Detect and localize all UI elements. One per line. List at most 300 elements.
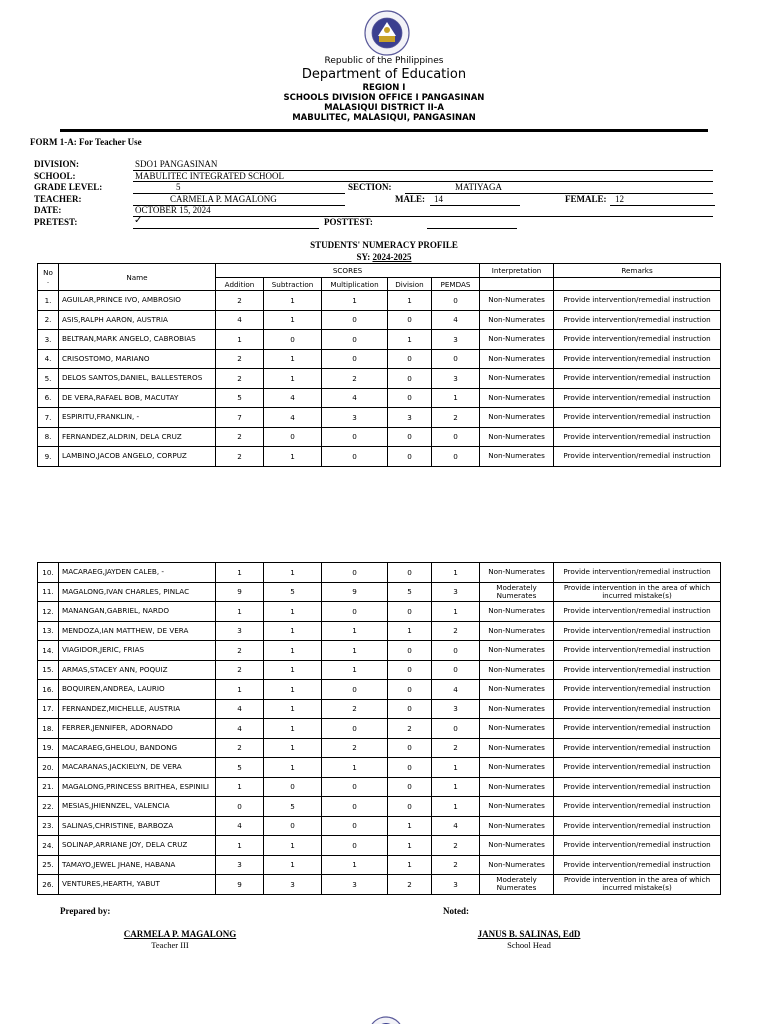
pemdas-score-cell: 0 <box>432 641 480 661</box>
interpretation-cell: Moderately Numerates <box>480 875 554 895</box>
interpretation-subheader <box>480 278 554 291</box>
section-label: SECTION: <box>348 182 392 192</box>
row-number-cell: 2. <box>38 310 59 330</box>
addition-score-cell: 1 <box>216 602 264 622</box>
subtraction-score-cell: 1 <box>264 563 322 583</box>
table-row <box>38 369 721 389</box>
addition-score-cell: 1 <box>216 330 264 350</box>
grade-value: 5 <box>176 182 181 192</box>
multiplication-score-cell: 1 <box>322 660 388 680</box>
multiplication-score-cell: 3 <box>322 408 388 428</box>
division-score-cell: 5 <box>388 582 432 602</box>
multiplication-score-cell: 1 <box>322 855 388 875</box>
table-row <box>38 875 721 895</box>
remarks-cell: Provide intervention/remedial instruction <box>554 797 721 817</box>
interpretation-cell: Non-Numerates <box>480 855 554 875</box>
division-score-cell: 0 <box>388 369 432 389</box>
female-value: 12 <box>615 194 624 204</box>
row-number-cell: 26. <box>38 875 59 895</box>
name-header: Name <box>59 264 216 291</box>
subtraction-score-cell: 0 <box>264 330 322 350</box>
multiplication-score-cell: 2 <box>322 699 388 719</box>
interpretation-cell: Non-Numerates <box>480 816 554 836</box>
addition-score-cell: 2 <box>216 427 264 447</box>
pemdas-score-cell: 1 <box>432 797 480 817</box>
table-row <box>38 855 721 875</box>
interpretation-cell: Non-Numerates <box>480 349 554 369</box>
multiplication-score-cell: 0 <box>322 680 388 700</box>
posttest-underline <box>427 228 517 229</box>
student-name-cell: CRISOSTOMO, MARIANO <box>59 349 216 369</box>
division-score-cell: 1 <box>388 291 432 311</box>
multiplication-score-cell: 1 <box>322 758 388 778</box>
multiplication-score-cell: 0 <box>322 777 388 797</box>
student-name-cell: DE VERA,RAFAEL BOB, MACUTAY <box>59 388 216 408</box>
profile-title: STUDENTS' NUMERACY PROFILE <box>310 240 458 250</box>
pemdas-score-cell: 3 <box>432 582 480 602</box>
multiplication-score-cell: 1 <box>322 641 388 661</box>
interpretation-cell: Non-Numerates <box>480 291 554 311</box>
table-row <box>38 680 721 700</box>
addition-score-cell: 4 <box>216 699 264 719</box>
division-office-line: SCHOOLS DIVISION OFFICE I PANGASINAN <box>283 93 485 103</box>
remarks-cell: Provide intervention/remedial instruction <box>554 816 721 836</box>
row-number-cell: 18. <box>38 719 59 739</box>
division-score-cell: 1 <box>388 855 432 875</box>
addition-score-cell: 1 <box>216 563 264 583</box>
student-name-cell: MANANGAN,GABRIEL, NARDO <box>59 602 216 622</box>
remarks-cell: Provide intervention/remedial instruction <box>554 621 721 641</box>
addition-score-cell: 9 <box>216 875 264 895</box>
prepared-by-title: Teacher III <box>151 940 189 950</box>
row-number-cell: 7. <box>38 408 59 428</box>
noted-name: JANUS B. SALINAS, EdD <box>477 929 581 939</box>
subtraction-score-cell: 1 <box>264 855 322 875</box>
student-name-cell: DELOS SANTOS,DANIEL, BALLESTEROS <box>59 369 216 389</box>
table-row <box>38 738 721 758</box>
multiplication-score-cell: 0 <box>322 330 388 350</box>
addition-score-cell: 1 <box>216 836 264 856</box>
division-score-cell: 0 <box>388 641 432 661</box>
scores-header: SCORES <box>216 264 480 278</box>
pemdas-score-cell: 0 <box>432 291 480 311</box>
interpretation-cell: Non-Numerates <box>480 602 554 622</box>
subtraction-score-cell: 1 <box>264 738 322 758</box>
row-number-cell: 19. <box>38 738 59 758</box>
student-name-cell: FERNANDEZ,MICHELLE, AUSTRIA <box>59 699 216 719</box>
row-number-cell: 16. <box>38 680 59 700</box>
subtraction-score-cell: 1 <box>264 699 322 719</box>
subtraction-score-cell: 4 <box>264 388 322 408</box>
remarks-cell: Provide intervention/remedial instruction <box>554 388 721 408</box>
addition-score-cell: 9 <box>216 582 264 602</box>
student-name-cell: LAMBINO,JACOB ANGELO, CORPUZ <box>59 447 216 467</box>
addition-score-cell: 2 <box>216 291 264 311</box>
subtraction-score-cell: 1 <box>264 310 322 330</box>
division-score-cell: 0 <box>388 660 432 680</box>
prepared-by-label: Prepared by: <box>60 906 111 916</box>
remarks-header: Remarks <box>554 264 721 278</box>
subtraction-score-cell: 1 <box>264 291 322 311</box>
remarks-cell: Provide intervention/remedial instruction <box>554 408 721 428</box>
male-label: MALE: <box>395 194 425 204</box>
addition-score-cell: 5 <box>216 388 264 408</box>
table-row <box>38 408 721 428</box>
table-row <box>38 816 721 836</box>
pemdas-score-cell: 0 <box>432 719 480 739</box>
addition-score-cell: 1 <box>216 680 264 700</box>
remarks-cell: Provide intervention/remedial instruction <box>554 719 721 739</box>
row-number-cell: 25. <box>38 855 59 875</box>
remarks-cell: Provide intervention/remedial instruction <box>554 427 721 447</box>
address-line: MABULITEC, MALASIQUI, PANGASINAN <box>292 113 476 123</box>
table-row <box>38 563 721 583</box>
multiplication-score-cell: 0 <box>322 310 388 330</box>
pemdas-score-cell: 1 <box>432 602 480 622</box>
table-row <box>38 719 721 739</box>
pemdas-score-cell: 2 <box>432 836 480 856</box>
pemdas-score-cell: 4 <box>432 310 480 330</box>
subtraction-score-cell: 1 <box>264 641 322 661</box>
interpretation-cell: Non-Numerates <box>480 563 554 583</box>
remarks-cell: Provide intervention/remedial instruction <box>554 563 721 583</box>
remarks-cell: Provide intervention/remedial instruction <box>554 310 721 330</box>
student-name-cell: SOLINAP,ARRIANE JOY, DELA CRUZ <box>59 836 216 856</box>
pretest-underline <box>133 228 319 229</box>
interpretation-cell: Non-Numerates <box>480 738 554 758</box>
pemdas-score-cell: 1 <box>432 777 480 797</box>
pemdas-score-cell: 2 <box>432 738 480 758</box>
student-name-cell: ARMAS,STACEY ANN, POQUIZ <box>59 660 216 680</box>
pemdas-score-cell: 4 <box>432 680 480 700</box>
remarks-cell: Provide intervention in the area of which incurred mistake(s) <box>554 582 721 602</box>
division-score-cell: 0 <box>388 310 432 330</box>
remarks-cell: Provide intervention/remedial instruction <box>554 855 721 875</box>
interpretation-cell: Non-Numerates <box>480 680 554 700</box>
subtraction-score-cell: 1 <box>264 836 322 856</box>
addition-score-cell: 4 <box>216 816 264 836</box>
table-row <box>38 699 721 719</box>
pemdas-score-cell: 0 <box>432 660 480 680</box>
table-row <box>38 836 721 856</box>
division-score-cell: 0 <box>388 447 432 467</box>
row-number-cell: 11. <box>38 582 59 602</box>
numeracy-table-part-1 <box>37 263 721 467</box>
pretest-check: ✓ <box>134 215 143 226</box>
student-name-cell: FERNANDEZ,ALDRIN, DELA CRUZ <box>59 427 216 447</box>
header-divider <box>60 129 708 132</box>
date-underline <box>133 216 713 217</box>
table-row <box>38 310 721 330</box>
pemdas-score-cell: 0 <box>432 427 480 447</box>
division-score-cell: 0 <box>388 699 432 719</box>
row-number-cell: 12. <box>38 602 59 622</box>
subtraction-score-cell: 1 <box>264 680 322 700</box>
division-score-cell: 0 <box>388 777 432 797</box>
multiplication-score-cell: 0 <box>322 719 388 739</box>
student-name-cell: TAMAYO,JEWEL JHANE, HABANA <box>59 855 216 875</box>
pemdas-score-cell: 1 <box>432 563 480 583</box>
school-underline <box>133 181 713 182</box>
subtraction-score-cell: 1 <box>264 719 322 739</box>
district-line: MALASIQUI DISTRICT II-A <box>324 103 444 113</box>
subtraction-score-cell: 0 <box>264 777 322 797</box>
remarks-cell: Provide intervention/remedial instruction <box>554 836 721 856</box>
prepared-by-name: CARMELA P. MAGALONG <box>123 929 237 939</box>
division-score-cell: 0 <box>388 563 432 583</box>
date-label: DATE: <box>34 205 62 215</box>
addition-score-cell: 1 <box>216 777 264 797</box>
division-score-cell: 0 <box>388 797 432 817</box>
sy-label: SY: <box>356 252 371 262</box>
table-row <box>38 447 721 467</box>
remarks-cell: Provide intervention/remedial instruction <box>554 699 721 719</box>
division-score-cell: 0 <box>388 388 432 408</box>
interpretation-cell: Non-Numerates <box>480 641 554 661</box>
multiplication-score-cell: 2 <box>322 369 388 389</box>
addition-score-cell: 2 <box>216 369 264 389</box>
student-name-cell: VENTURES,HEARTH, YABUT <box>59 875 216 895</box>
interpretation-cell: Non-Numerates <box>480 777 554 797</box>
multiplication-score-cell: 0 <box>322 836 388 856</box>
row-number-cell: 15. <box>38 660 59 680</box>
pemdas-score-cell: 2 <box>432 621 480 641</box>
table-row <box>38 291 721 311</box>
subtraction-header: Subtraction <box>264 278 322 291</box>
noted-label: Noted: <box>443 906 469 916</box>
addition-score-cell: 3 <box>216 855 264 875</box>
remarks-cell: Provide intervention/remedial instruction <box>554 660 721 680</box>
pemdas-score-cell: 0 <box>432 447 480 467</box>
subtraction-score-cell: 0 <box>264 427 322 447</box>
teacher-value: CARMELA P. MAGALONG <box>170 194 277 204</box>
remarks-cell: Provide intervention/remedial instruction <box>554 738 721 758</box>
subtraction-score-cell: 5 <box>264 582 322 602</box>
date-value: OCTOBER 15, 2024 <box>135 205 211 215</box>
addition-header: Addition <box>216 278 264 291</box>
division-score-cell: 0 <box>388 349 432 369</box>
multiplication-score-cell: 0 <box>322 797 388 817</box>
remarks-cell: Provide intervention/remedial instruction <box>554 330 721 350</box>
pemdas-score-cell: 1 <box>432 758 480 778</box>
student-name-cell: BOQUIREN,ANDREA, LAURIO <box>59 680 216 700</box>
interpretation-cell: Non-Numerates <box>480 797 554 817</box>
multiplication-score-cell: 4 <box>322 388 388 408</box>
subtraction-score-cell: 1 <box>264 369 322 389</box>
multiplication-score-cell: 9 <box>322 582 388 602</box>
interpretation-cell: Non-Numerates <box>480 719 554 739</box>
addition-score-cell: 4 <box>216 719 264 739</box>
teacher-label: TEACHER: <box>34 194 82 204</box>
row-number-cell: 13. <box>38 621 59 641</box>
table-row <box>38 388 721 408</box>
interpretation-cell: Non-Numerates <box>480 660 554 680</box>
row-number-cell: 8. <box>38 427 59 447</box>
table-row <box>38 758 721 778</box>
subtraction-score-cell: 1 <box>264 621 322 641</box>
school-year <box>0 252 768 262</box>
grade-label: GRADE LEVEL: <box>34 182 103 192</box>
form-title: FORM 1-A: For Teacher Use <box>30 137 142 147</box>
division-score-cell: 0 <box>388 680 432 700</box>
subtraction-score-cell: 1 <box>264 349 322 369</box>
school-label: SCHOOL: <box>34 171 76 181</box>
section-underline <box>405 193 713 194</box>
student-name-cell: MAGALONG,PRINCESS BRITHEA, ESPINILI <box>59 777 216 797</box>
subtraction-score-cell: 1 <box>264 660 322 680</box>
interpretation-cell: Non-Numerates <box>480 369 554 389</box>
pemdas-score-cell: 1 <box>432 388 480 408</box>
addition-score-cell: 5 <box>216 758 264 778</box>
pemdas-score-cell: 2 <box>432 408 480 428</box>
row-number-cell: 22. <box>38 797 59 817</box>
pemdas-score-cell: 3 <box>432 699 480 719</box>
pretest-label: PRETEST: <box>34 217 78 227</box>
interpretation-cell: Non-Numerates <box>480 330 554 350</box>
remarks-cell: Provide intervention/remedial instruction <box>554 758 721 778</box>
interpretation-cell: Non-Numerates <box>480 447 554 467</box>
student-name-cell: MENDOZA,IAN MATTHEW, DE VERA <box>59 621 216 641</box>
row-number-cell: 21. <box>38 777 59 797</box>
remarks-cell: Provide intervention in the area of which incurred mistake(s) <box>554 875 721 895</box>
interpretation-cell: Non-Numerates <box>480 388 554 408</box>
division-header: Division <box>388 278 432 291</box>
numeracy-table-part-2 <box>37 562 721 895</box>
addition-score-cell: 7 <box>216 408 264 428</box>
interpretation-cell: Non-Numerates <box>480 427 554 447</box>
table-row <box>38 330 721 350</box>
table-row <box>38 621 721 641</box>
addition-score-cell: 0 <box>216 797 264 817</box>
table-row <box>38 777 721 797</box>
division-score-cell: 0 <box>388 738 432 758</box>
addition-score-cell: 2 <box>216 349 264 369</box>
remarks-cell: Provide intervention/remedial instruction <box>554 680 721 700</box>
student-name-cell: VIAGIDOR,JERIC, FRIAS <box>59 641 216 661</box>
republic-line: Republic of the Philippines <box>324 56 444 66</box>
row-number-cell: 1. <box>38 291 59 311</box>
division-score-cell: 0 <box>388 602 432 622</box>
row-number-cell: 17. <box>38 699 59 719</box>
addition-score-cell: 2 <box>216 641 264 661</box>
interpretation-cell: Non-Numerates <box>480 699 554 719</box>
subtraction-score-cell: 1 <box>264 758 322 778</box>
row-number-cell: 6. <box>38 388 59 408</box>
remarks-cell: Provide intervention/remedial instruction <box>554 349 721 369</box>
division-score-cell: 1 <box>388 816 432 836</box>
addition-score-cell: 2 <box>216 738 264 758</box>
pemdas-score-cell: 4 <box>432 816 480 836</box>
subtraction-score-cell: 1 <box>264 602 322 622</box>
division-score-cell: 3 <box>388 408 432 428</box>
multiplication-score-cell: 0 <box>322 427 388 447</box>
pemdas-score-cell: 2 <box>432 855 480 875</box>
multiplication-score-cell: 0 <box>322 349 388 369</box>
no-header: No . <box>38 264 59 291</box>
division-score-cell: 1 <box>388 836 432 856</box>
subtraction-score-cell: 0 <box>264 816 322 836</box>
table-row <box>38 660 721 680</box>
subtraction-score-cell: 5 <box>264 797 322 817</box>
school-value: MABULITEC INTEGRATED SCHOOL <box>135 171 284 181</box>
remarks-cell: Provide intervention/remedial instruction <box>554 641 721 661</box>
row-number-cell: 23. <box>38 816 59 836</box>
division-score-cell: 2 <box>388 875 432 895</box>
student-name-cell: MACARANAS,JACKIELYN, DE VERA <box>59 758 216 778</box>
table-row <box>38 582 721 602</box>
multiplication-score-cell: 1 <box>322 621 388 641</box>
noted-title: School Head <box>507 940 551 950</box>
pemdas-score-cell: 3 <box>432 369 480 389</box>
female-label: FEMALE: <box>565 194 607 204</box>
remarks-cell: Provide intervention/remedial instruction <box>554 291 721 311</box>
multiplication-score-cell: 1 <box>322 291 388 311</box>
section-value: MATIYAGA <box>455 182 502 192</box>
interpretation-cell: Non-Numerates <box>480 408 554 428</box>
interpretation-cell: Moderately Numerates <box>480 582 554 602</box>
table-row <box>38 349 721 369</box>
pemdas-score-cell: 3 <box>432 330 480 350</box>
remarks-cell: Provide intervention/remedial instruction <box>554 777 721 797</box>
addition-score-cell: 3 <box>216 621 264 641</box>
division-label: DIVISION: <box>34 159 80 169</box>
student-name-cell: SALINAS,CHRISTINE, BARBOZA <box>59 816 216 836</box>
table-row <box>38 797 721 817</box>
division-score-cell: 1 <box>388 621 432 641</box>
addition-score-cell: 2 <box>216 660 264 680</box>
student-name-cell: MAGALONG,IVAN CHARLES, PINLAC <box>59 582 216 602</box>
addition-score-cell: 4 <box>216 310 264 330</box>
table-row <box>38 427 721 447</box>
deped-seal-logo <box>364 10 410 56</box>
remarks-cell: Provide intervention/remedial instruction <box>554 369 721 389</box>
interpretation-cell: Non-Numerates <box>480 310 554 330</box>
subtraction-score-cell: 3 <box>264 875 322 895</box>
table-row <box>38 602 721 622</box>
bottom-seal-logo <box>368 1016 404 1024</box>
subtraction-score-cell: 4 <box>264 408 322 428</box>
multiplication-score-cell: 2 <box>322 738 388 758</box>
remarks-subheader <box>554 278 721 291</box>
student-name-cell: MACARAEG,JAYDEN CALEB, - <box>59 563 216 583</box>
department-title: Department of Education <box>301 67 467 82</box>
row-number-cell: 3. <box>38 330 59 350</box>
pemdas-header: PEMDAS <box>432 278 480 291</box>
table-row <box>38 641 721 661</box>
multiplication-score-cell: 0 <box>322 816 388 836</box>
region-line: REGION I <box>362 83 406 93</box>
student-name-cell: MACARAEG,GHELOU, BANDONG <box>59 738 216 758</box>
remarks-cell: Provide intervention/remedial instruction <box>554 447 721 467</box>
male-underline <box>430 205 520 206</box>
interpretation-cell: Non-Numerates <box>480 836 554 856</box>
addition-score-cell: 2 <box>216 447 264 467</box>
female-underline <box>610 205 715 206</box>
division-score-cell: 1 <box>388 330 432 350</box>
division-score-cell: 0 <box>388 427 432 447</box>
division-value: SDO1 PANGASINAN <box>135 159 218 169</box>
pemdas-score-cell: 0 <box>432 349 480 369</box>
multiplication-score-cell: 3 <box>322 875 388 895</box>
division-score-cell: 2 <box>388 719 432 739</box>
interpretation-cell: Non-Numerates <box>480 758 554 778</box>
row-number-cell: 4. <box>38 349 59 369</box>
pemdas-score-cell: 3 <box>432 875 480 895</box>
remarks-cell: Provide intervention/remedial instruction <box>554 602 721 622</box>
student-name-cell: ASIS,RALPH AARON, AUSTRIA <box>59 310 216 330</box>
multiplication-score-cell: 0 <box>322 563 388 583</box>
row-number-cell: 14. <box>38 641 59 661</box>
